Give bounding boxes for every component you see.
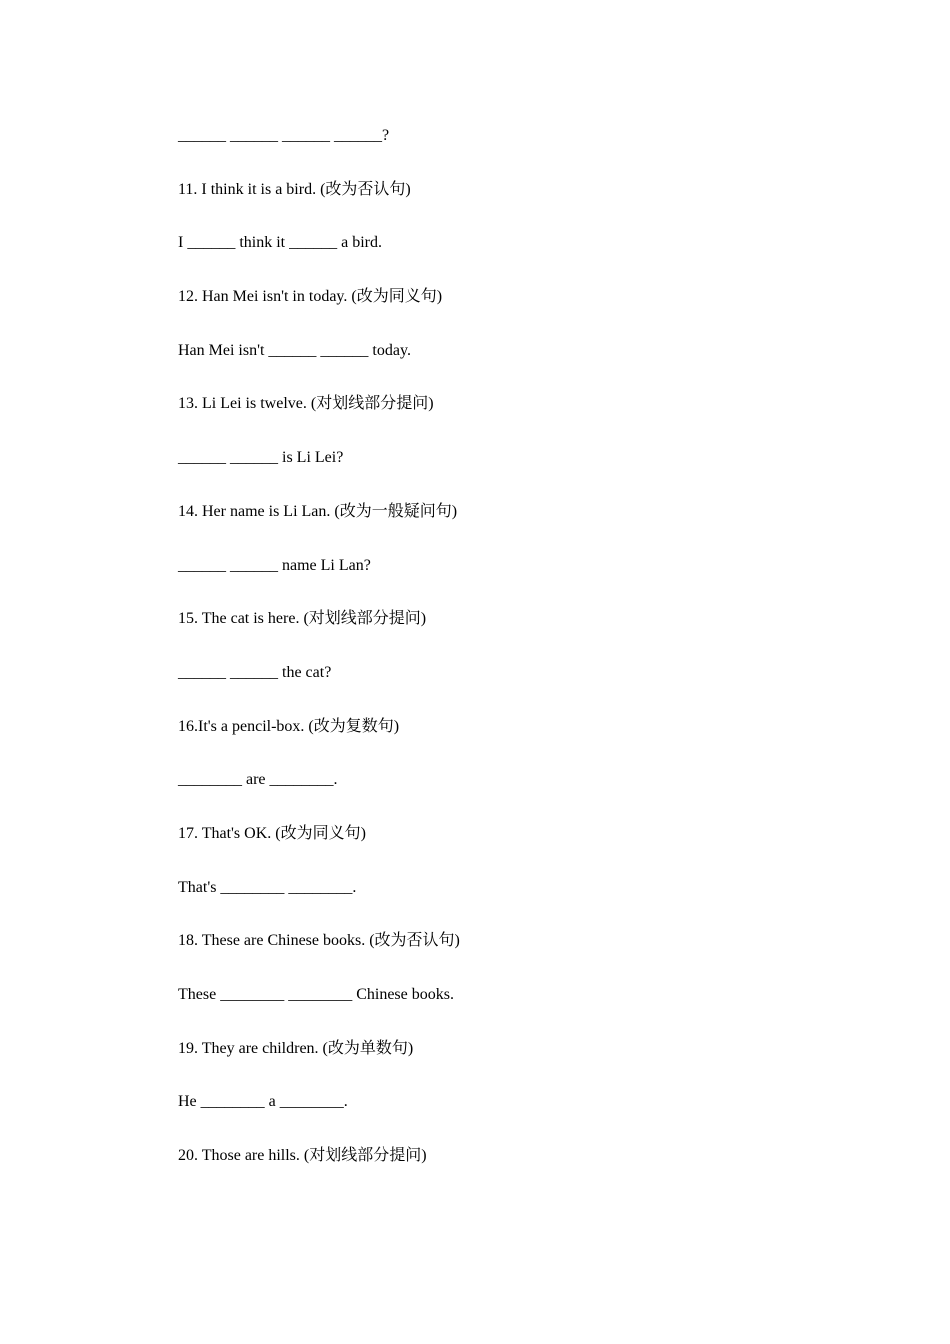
answer-line: ________ are ________. [178,771,338,789]
answer-line: I ______ think it ______ a bird. [178,234,382,252]
answer-line: That's ________ ________. [178,878,357,896]
question-15: 15. The cat is here. (对划线部分提问) [178,610,427,628]
answer-line: These ________ ________ Chinese books. [178,986,454,1003]
answer-line: ______ ______ name Li Lan? [178,556,371,574]
answer-line: ______ ______ the cat? [178,663,332,681]
answer-line: He ________ a ________. [178,1093,348,1111]
question-16: 16.It's a pencil-box. (改为复数句) [178,717,400,735]
question-12: 12. Han Mei isn't in today. (改为同义句) [178,288,443,306]
answer-line: ______ ______ is Li Lei? [178,449,344,467]
question-13: 13. Li Lei is twelve. (对划线部分提问) [178,395,434,413]
question-20: 20. Those are hills. (对划线部分提问) [178,1147,427,1165]
exercise-lines [178,126,878,1200]
answer-line: ______ ______ ______ ______? [178,127,390,144]
question-14: 14. Her name is Li Lan. (改为一般疑问句) [178,502,458,520]
question-17: 17. That's OK. (改为同义句) [178,824,366,842]
question-19: 19. They are children. (改为单数句) [178,1039,414,1057]
question-18: 18. These are Chinese books. (改为否认句) [178,932,460,950]
answer-line: Han Mei isn't ______ ______ today. [178,341,411,359]
question-11: 11. I think it is a bird. (改为否认句) [178,180,411,198]
